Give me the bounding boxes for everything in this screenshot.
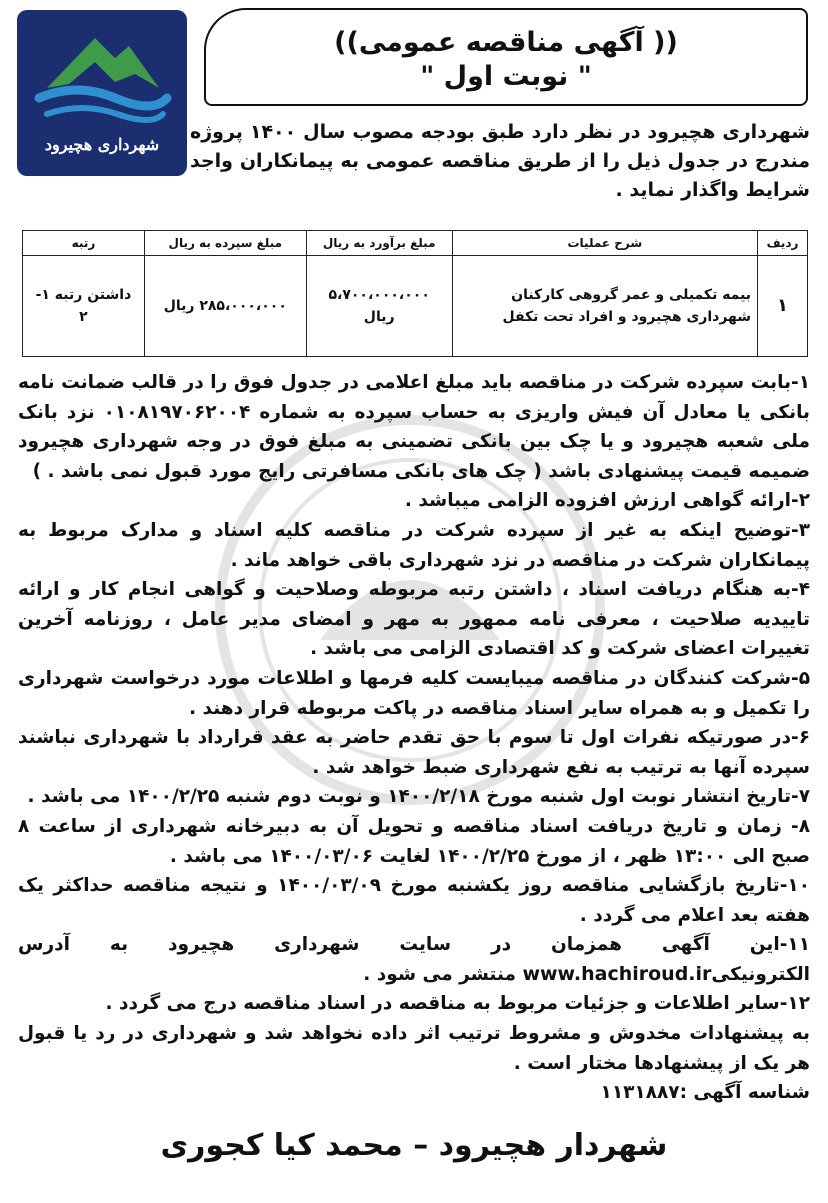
cell-row-no: ۱ [758,256,808,357]
header-estimate: مبلغ برآورد به ریال [306,231,452,256]
notice-id: شناسه آگهی :۱۱۳۱۸۸۷ [600,1082,810,1104]
logo-text: شهرداری هچیرود [44,135,160,154]
title-box [204,8,808,106]
condition-item: ۶-در صورتیکه نفرات اول تا سوم با حق تقدم حاضر به عقد قرارداد با شهرداری نباشند سپرده آنها به ترتیب به نفع شهرداری ضبط خواهد شد . [18,727,810,778]
condition-item: ۱۲-سایر اطلاعات و جزئیات مربوط به مناقصه در اسناد مناقصه درج می گردد . [105,993,810,1015]
signature-line: شهردار هچیرود – محمد کیا کجوری [160,1128,668,1163]
table-row [23,256,808,357]
cell-deposit: ۲۸۵،۰۰۰،۰۰۰ ریال [144,256,306,357]
condition-item: ۱۰-تاریخ بازگشایی مناقصه روز یکشنبه مورخ ۱۴۰۰/۰۳/۰۹ و نتیجه مناقصه حداکثر یک هفته بعد اعلام می گردد . [18,875,811,926]
condition-item: ۷-تاریخ انتشار نوبت اول شنبه مورخ ۱۴۰۰/۲/۱۸ و نوبت دوم شنبه ۱۴۰۰/۲/۲۵ می باشد . [27,786,810,808]
condition-item: ۵-شرکت کنندگان در مناقصه میبایست کلیه فرمها و اطلاعات مورد درخواست شهرداری را تکمیل و به همراه سایر اسناد مناقصه در پاکت مربوطه قرار دهند . [18,667,810,719]
conditions-list [18,368,810,1108]
condition-item: به پیشنهادات مخدوش و مشروط ترتیب اثر داده نخواهد شد و شهرداری در رد یا قبول هر یک از پیشنهادها مختار است . [18,1023,810,1074]
cell-description: بیمه تکمیلی و عمر گروهی کارکنان شهرداری هچیرود و افراد تحت تکفل [452,256,757,357]
condition-item: ۴-به هنگام دریافت اسناد ، داشتن رتبه مربوطه وصلاحیت و گواهی انجام کار و ارائه تاییدیه صلاحیت ، معرفی نامه ممهور به مهر و امضای مدیر عامل ، روزنامه آخرین تغییرات اعضای شرکت و کد اقتصادی الزامی می باشد . [18,579,810,660]
header-row-no: ردیف [758,231,808,256]
header-grade: رتبه [23,231,145,256]
condition-item: ۳-توضیح اینکه به غیر از سپرده شرکت در مناقصه کلیه اسناد و مدارک مربوط به پیمانکاران شرکت در مناقصه در نزد شهرداری باقی خواهد ماند . [18,519,810,571]
intro-paragraph: شهرداری هچیرود در نظر دارد طبق بودجه مصوب سال ۱۴۰۰ پروژه مندرج در جدول ذیل را از طریق مناقصه عمومی به پیمانکاران واجد شرایط واگذار نماید . [190,121,810,201]
cell-grade: داشتن رتبه ۱- ۲ [23,256,145,357]
notice-title: ((آگهی مناقصه عمومی )) [334,27,678,58]
municipality-logo [17,10,187,176]
notice-round: " نوبت اول " [420,61,592,92]
website-text-end: منتشر می شود . [363,963,523,985]
website-link[interactable]: www.hachiroud.ir [522,962,712,985]
operations-table [22,230,808,357]
condition-item-website [18,930,810,989]
website-text: ۱۱-این آگهی همزمان در سایت شهرداری هچیرود به آدرس الکترونیکی [18,934,810,985]
cell-estimate: ۵،۷۰۰،۰۰۰،۰۰۰ ریال [306,256,452,357]
header-deposit: مبلغ سپرده به ریال [144,231,306,256]
condition-item: ۲-ارائه گواهی ارزش افزوده الزامی میباشد . [404,490,810,512]
table-header-row [23,231,808,256]
condition-item: ۱-بابت سپرده شرکت در مناقصه باید مبلغ اعلامی در جدول فوق را در قالب ضمانت نامه بانکی یا معادل آن فیش واریزی به حساب سپرده به شماره ۰۱۰۸۱۹۷۰۶۲۰۰۴ نزد بانک ملی شعبه هچیرود و یا چک بین بانکی تضمینی به مبلغ فوق در وجه شهرداری هچیرود ضمیمه قیمت پیشنهادی باشد ( چک های بانکی مسافرتی رایج مورد قبول نمی باشد . ) [18,372,810,482]
header-description: شرح عملیات [452,231,757,256]
condition-item: ۸- زمان و تاریخ دریافت اسناد مناقصه و تحویل آن به دبیرخانه شهرداری از ساعت ۸ صبح الی ۱۳:۰۰ ظهر ، از مورخ ۱۴۰۰/۲/۲۵ لغایت ۱۴۰۰/۰۳/۰۶ می باشد . [18,815,810,867]
